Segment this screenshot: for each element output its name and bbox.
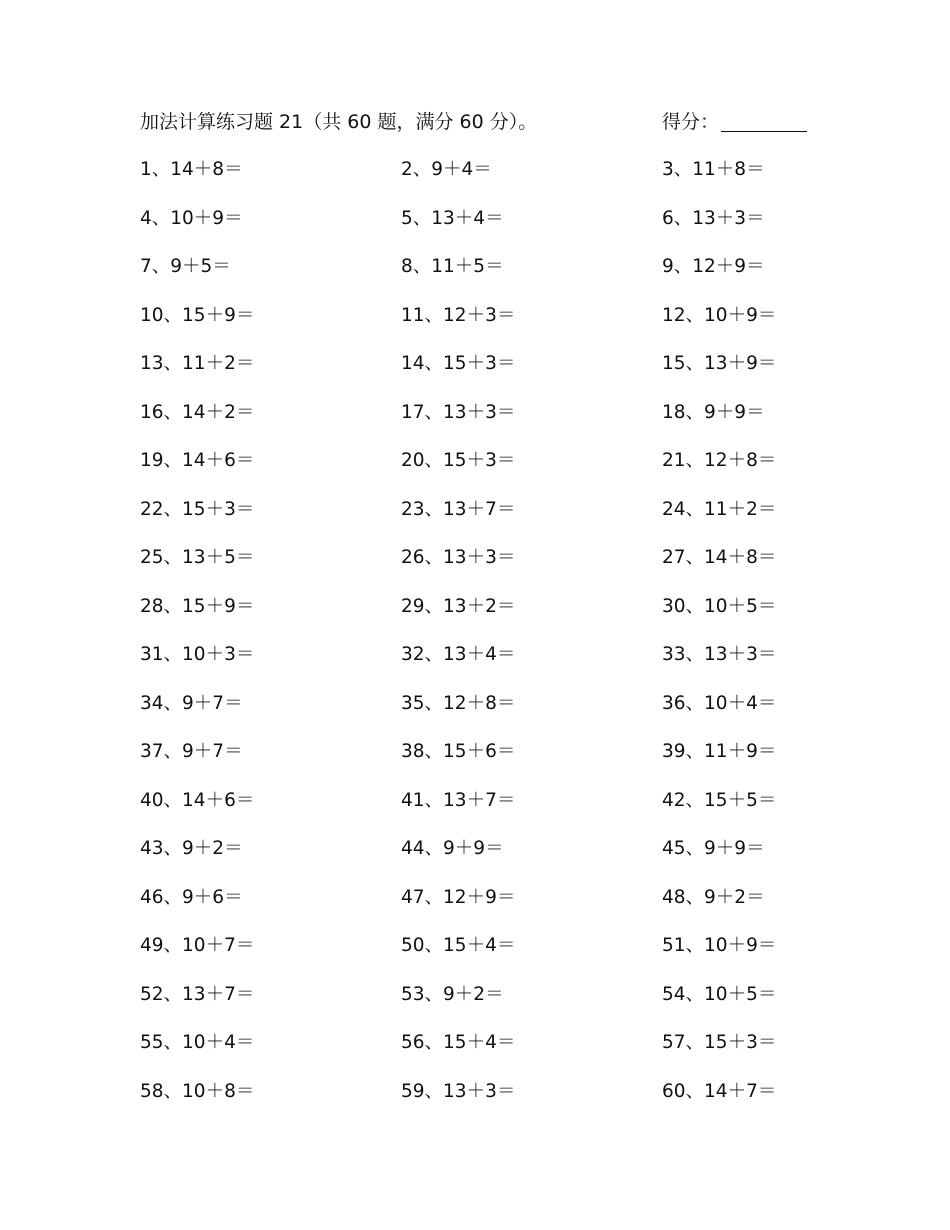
problem-item: 55、10＋4＝ — [140, 1032, 255, 1053]
problem-item: 47、12＋9＝ — [401, 886, 516, 908]
problem-item: 5、13＋4＝ — [401, 207, 504, 229]
problem-item: 54、10＋5＝ — [662, 983, 777, 1005]
problem-item: 49、10＋7＝ — [140, 935, 255, 956]
problem-item: 48、9＋2＝ — [662, 886, 765, 908]
problem-item: 3、11＋8＝ — [662, 159, 765, 180]
score-field — [662, 108, 807, 136]
problem-item: 56、15＋4＝ — [401, 1032, 516, 1053]
problem-item: 42、15＋5＝ — [662, 789, 777, 811]
problem-item: 1、14＋8＝ — [140, 159, 243, 180]
problem-item: 24、11＋2＝ — [662, 498, 777, 520]
problem-item: 57、15＋3＝ — [662, 1032, 777, 1053]
problem-item: 43、9＋2＝ — [140, 838, 243, 859]
problem-item: 44、9＋9＝ — [401, 838, 504, 859]
problem-item: 53、9＋2＝ — [401, 983, 504, 1005]
problem-item: 37、9＋7＝ — [140, 741, 243, 762]
problem-item: 18、9＋9＝ — [662, 401, 765, 423]
problem-item: 28、15＋9＝ — [140, 595, 255, 617]
problem-item: 45、9＋9＝ — [662, 838, 765, 859]
problem-item: 7、9＋5＝ — [140, 256, 231, 277]
problem-item: 39、11＋9＝ — [662, 741, 777, 762]
problem-item: 8、11＋5＝ — [401, 256, 504, 277]
problem-item: 17、13＋3＝ — [401, 401, 516, 423]
worksheet-title: 加法计算练习题 21（共 60 题，满分 60 分）。 — [140, 111, 538, 133]
score-label: 得分： — [662, 111, 720, 133]
problem-item: 59、13＋3＝ — [401, 1080, 516, 1102]
problem-item: 52、13＋7＝ — [140, 983, 255, 1005]
problem-item: 58、10＋8＝ — [140, 1080, 255, 1102]
problem-item: 12、10＋9＝ — [662, 304, 777, 326]
problem-item: 6、13＋3＝ — [662, 207, 765, 229]
problem-item: 38、15＋6＝ — [401, 741, 516, 762]
problem-item: 15、13＋9＝ — [662, 353, 777, 374]
problem-item: 60、14＋7＝ — [662, 1080, 777, 1102]
problem-item: 16、14＋2＝ — [140, 401, 255, 423]
problem-item: 9、12＋9＝ — [662, 256, 765, 277]
problem-item: 10、15＋9＝ — [140, 304, 255, 326]
problem-item: 30、10＋5＝ — [662, 595, 777, 617]
problem-item: 11、12＋3＝ — [401, 304, 516, 326]
problem-item: 35、12＋8＝ — [401, 692, 516, 714]
problem-item: 50、15＋4＝ — [401, 935, 516, 956]
problem-item: 46、9＋6＝ — [140, 886, 243, 908]
problem-item: 2、9＋4＝ — [401, 159, 492, 180]
problem-item: 23、13＋7＝ — [401, 498, 516, 520]
problem-item: 25、13＋5＝ — [140, 547, 255, 568]
problem-item: 21、12＋8＝ — [662, 450, 777, 471]
problem-item: 14、15＋3＝ — [401, 353, 516, 374]
problem-item: 36、10＋4＝ — [662, 692, 777, 714]
problem-item: 51、10＋9＝ — [662, 935, 777, 956]
problem-item: 29、13＋2＝ — [401, 595, 516, 617]
problem-item: 41、13＋7＝ — [401, 789, 516, 811]
problem-item: 34、9＋7＝ — [140, 692, 243, 714]
problem-item: 27、14＋8＝ — [662, 547, 777, 568]
problem-item: 26、13＋3＝ — [401, 547, 516, 568]
problem-grid — [140, 156, 840, 1126]
problem-item: 31、10＋3＝ — [140, 644, 255, 665]
score-blank-line[interactable] — [721, 108, 807, 132]
problem-item: 22、15＋3＝ — [140, 498, 255, 520]
problem-item: 40、14＋6＝ — [140, 789, 255, 811]
problem-item: 4、10＋9＝ — [140, 207, 243, 229]
problem-item: 33、13＋3＝ — [662, 644, 777, 665]
problem-item: 19、14＋6＝ — [140, 450, 255, 471]
problem-item: 13、11＋2＝ — [140, 353, 255, 374]
problem-item: 32、13＋4＝ — [401, 644, 516, 665]
problem-item: 20、15＋3＝ — [401, 450, 516, 471]
